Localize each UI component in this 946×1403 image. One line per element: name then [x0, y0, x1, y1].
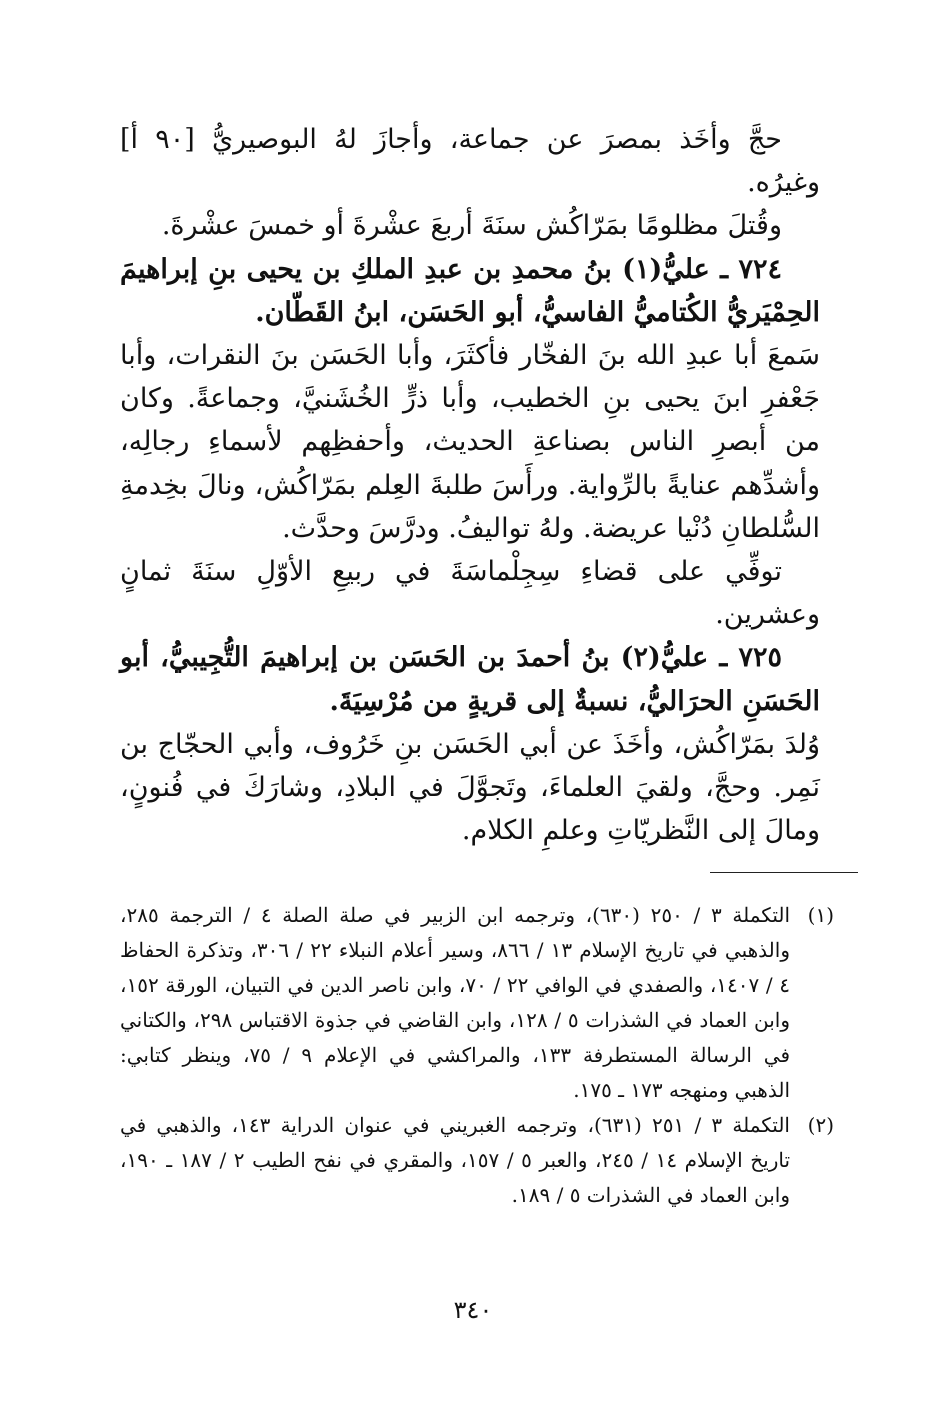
footnotes: [120, 898, 834, 1213]
entry-724-death: توفِّي على قضاءِ سِجِلْماسَةَ في ربيعِ الأوّلِ سنَةَ ثمانٍ وعشرين.: [120, 556, 820, 631]
page-number: ٣٤٠: [453, 1296, 493, 1324]
paragraph-hajj: حجَّ وأخَذ بمصرَ عن جماعة، وأجازَ لهُ البوصيريُّ [٩٠ أ] وغيرُه.: [120, 124, 820, 199]
footnote-text: التكملة ٣ / ٢٥١ (٦٣١)، وترجمه الغبريني في عنوان الدراية ١٤٣، والذهبي في تاريخ الإسلام ١٤ / ٢٤٥، والعبر ٥ / ١٥٧، والمقري في نفح الطيب ٢ / ١٨٧ ـ ١٩٠، وابن العماد في الشذرات ٥ / ١٨٩.: [120, 1113, 791, 1207]
footnote-text: التكملة ٣ / ٢٥٠ (٦٣٠)، وترجمه ابن الزبير في صلة الصلة ٤ / الترجمة ٢٨٥، والذهبي في تاريخ الإسلام ١٣ / ٨٦٦، وسير أعلام النبلاء ٢٢ / ٣٠٦، وتذكرة الحفاظ ٤ / ١٤٠٧، والصفدي في الوافي ٢٢ / ٧٠، وابن ناصر الدين في التبيان، الورقة ١٥٢، وابن العماد في الشذرات ٥ / ١٢٨، وابن القاضي في جذوة الاقتباس ٢٩٨، والكتاني في الرسالة المستطرفة ١٣٣، والمراكشي في الإعلام ٩ / ٧٥، وينظر كتابي: الذهبي ومنهجه ١٧٣ ـ ١٧٥.: [120, 903, 791, 1102]
entry-724-heading: ٧٢٤ ـ عليُّ(١) بنُ محمدِ بن عبدِ الملكِ بن يحيى بنِ إبراهيمَ الحِمْيَريُّ الكُتاميُّ الفاسيُّ، أبو الحَسَن، ابنُ القَطّان.: [120, 253, 820, 328]
footnote-2: [120, 1108, 834, 1213]
footnote-separator: [710, 872, 858, 873]
entry-725-body: وُلدَ بمَرّاكُش، وأخَذَ عن أبي الحَسَن بنِ خَرُوف، وأبي الحجّاج بن نَمِر. وحجَّ، ولقيَ العلماءَ، وتَجوَّلَ في البلادِ، وشارَكَ في فُنونٍ، ومالَ إلى النَّظريّاتِ وعلمِ الكلام.: [120, 728, 820, 847]
paragraph-killed: وقُتلَ مظلومًا بمَرّاكُش سنَةَ أربعَ عشْرةَ أو خمسَ عشْرةَ.: [161, 210, 782, 242]
entry-725-heading: ٧٢٥ ـ عليُّ(٢) بنُ أحمدَ بن الحَسَن بن إبراهيمَ التُّجِيبيُّ، أبو الحَسَنِ الحرَاليُّ، نسبةٌ إلى قريةٍ من مُرْسِيَةَ.: [120, 642, 820, 717]
footnote-1: [120, 898, 834, 1108]
main-text: [120, 118, 820, 852]
footnote-number: (٢): [807, 1113, 834, 1137]
entry-724-body: سَمعَ أبا عبدِ الله بنَ الفخّار فأكثَرَ، وأبا الحَسَن بنَ النقرات، وأبا جَعْفرِ ابنَ يحيى بنِ الخطيب، وأبا ذرٍّ الخُشَنيَّ، وجماعةً. وكان من أبصرِ الناس بصناعةِ الحديث، وأحفظِهم لأسماءِ رجالِه، وأشدِّهم عنايةً بالرِّواية. ورأَسَ طلبةَ العِلم بمَرّاكُش، ونالَ بخِدمةِ السُّلطانِ دُنْيا عريضة. ولهُ تواليفُ. ودرَّسَ وحدَّث.: [120, 340, 820, 544]
footnote-number: (١): [807, 903, 834, 927]
